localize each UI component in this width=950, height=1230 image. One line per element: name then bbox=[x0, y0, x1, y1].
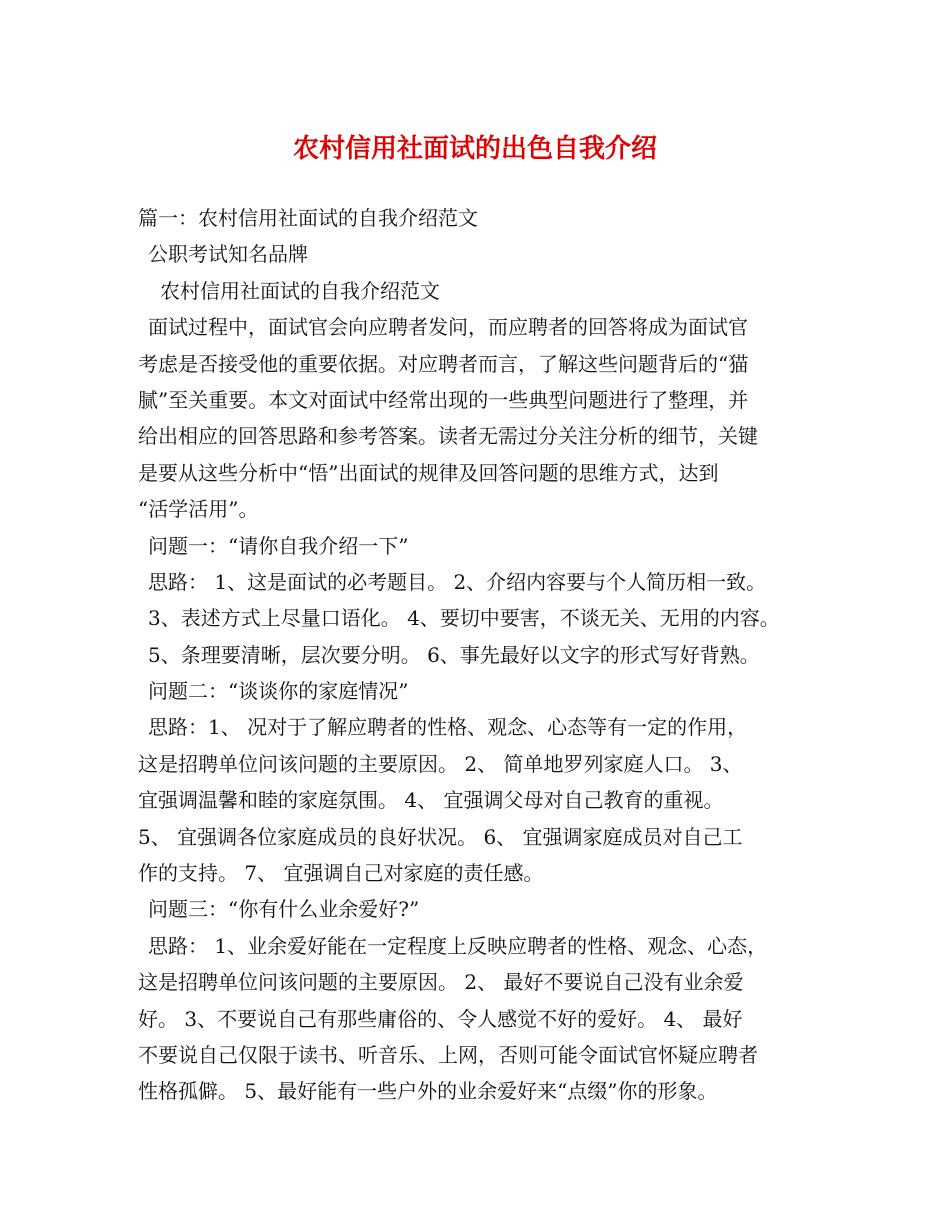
text-line: 篇一：农村信用社面试的自我介绍范文 bbox=[138, 206, 478, 230]
document-body bbox=[138, 200, 818, 1110]
text-line: 农村信用社面试的自我介绍范文 bbox=[160, 278, 440, 303]
text-line: 不要说自己仅限于读书、听音乐、上网，否则可能令面试官怀疑应聘者 bbox=[138, 1042, 758, 1067]
text-line: 好。 3、不要说自己有那些庸俗的、令人感觉不好的爱好。 4、 最好 bbox=[138, 1006, 743, 1031]
text-line: 这是招聘单位问该问题的主要原因。 2、 最好不要说自己没有业余爱 bbox=[138, 970, 744, 995]
text-line: 性格孤僻。 5、最好能有一些户外的业余爱好来“点缀”你的形象。 bbox=[138, 1079, 718, 1104]
document-title: 农村信用社面试的出色自我介绍 bbox=[292, 134, 657, 164]
text-line: 是要从这些分析中“悟”出面试的规律及回答问题的思维方式，达到 bbox=[138, 460, 719, 485]
text-line: 思路： 1、这是面试的必考题目。 2、介绍内容要与个人简历相一致。 bbox=[148, 569, 767, 594]
text-line: 考虑是否接受他的重要依据。对应聘者而言，了解这些问题背后的“猫 bbox=[138, 351, 749, 376]
text-line: 面试过程中，面试官会向应聘者发问，而应聘者的回答将成为面试官 bbox=[148, 315, 748, 340]
text-line: 5、条理要清晰，层次要分明。 6、事先最好以文字的形式写好背熟。 bbox=[148, 642, 760, 667]
question-heading: 问题二：“谈谈你的家庭情况” bbox=[148, 679, 409, 704]
text-line: 思路：1、 况对于了解应聘者的性格、观念、心态等有一定的作用， bbox=[148, 715, 748, 740]
text-line: 腻”至关重要。本文对面试中经常出现的一些典型问题进行了整理，并 bbox=[138, 387, 749, 412]
text-line: 给出相应的回答思路和参考答案。读者无需过分关注分析的细节，关键 bbox=[138, 424, 758, 449]
text-line: 5、 宜强调各位家庭成员的良好状况。 6、 宜强调家庭成员对自己工 bbox=[138, 824, 743, 849]
text-line: 3、表述方式上尽量口语化。 4、要切中要害，不谈无关、无用的内容。 bbox=[148, 606, 780, 631]
text-line: 宜强调温馨和睦的家庭氛围。 4、 宜强调父母对自己教育的重视。 bbox=[138, 788, 724, 813]
text-line: 公职考试知名品牌 bbox=[148, 242, 308, 267]
text-line: 这是招聘单位问该问题的主要原因。 2、 简单地罗列家庭人口。 3、 bbox=[138, 751, 743, 776]
question-heading: 问题三：“你有什么业余爱好?” bbox=[148, 897, 420, 922]
text-line: 作的支持。 7、 宜强调自己对家庭的责任感。 bbox=[138, 861, 544, 886]
question-heading: 问题一：“请你自我介绍一下” bbox=[148, 533, 409, 558]
text-line: 思路： 1、业余爱好能在一定程度上反映应聘者的性格、观念、心态， bbox=[148, 933, 768, 958]
text-line: “活学活用”。 bbox=[138, 497, 259, 522]
